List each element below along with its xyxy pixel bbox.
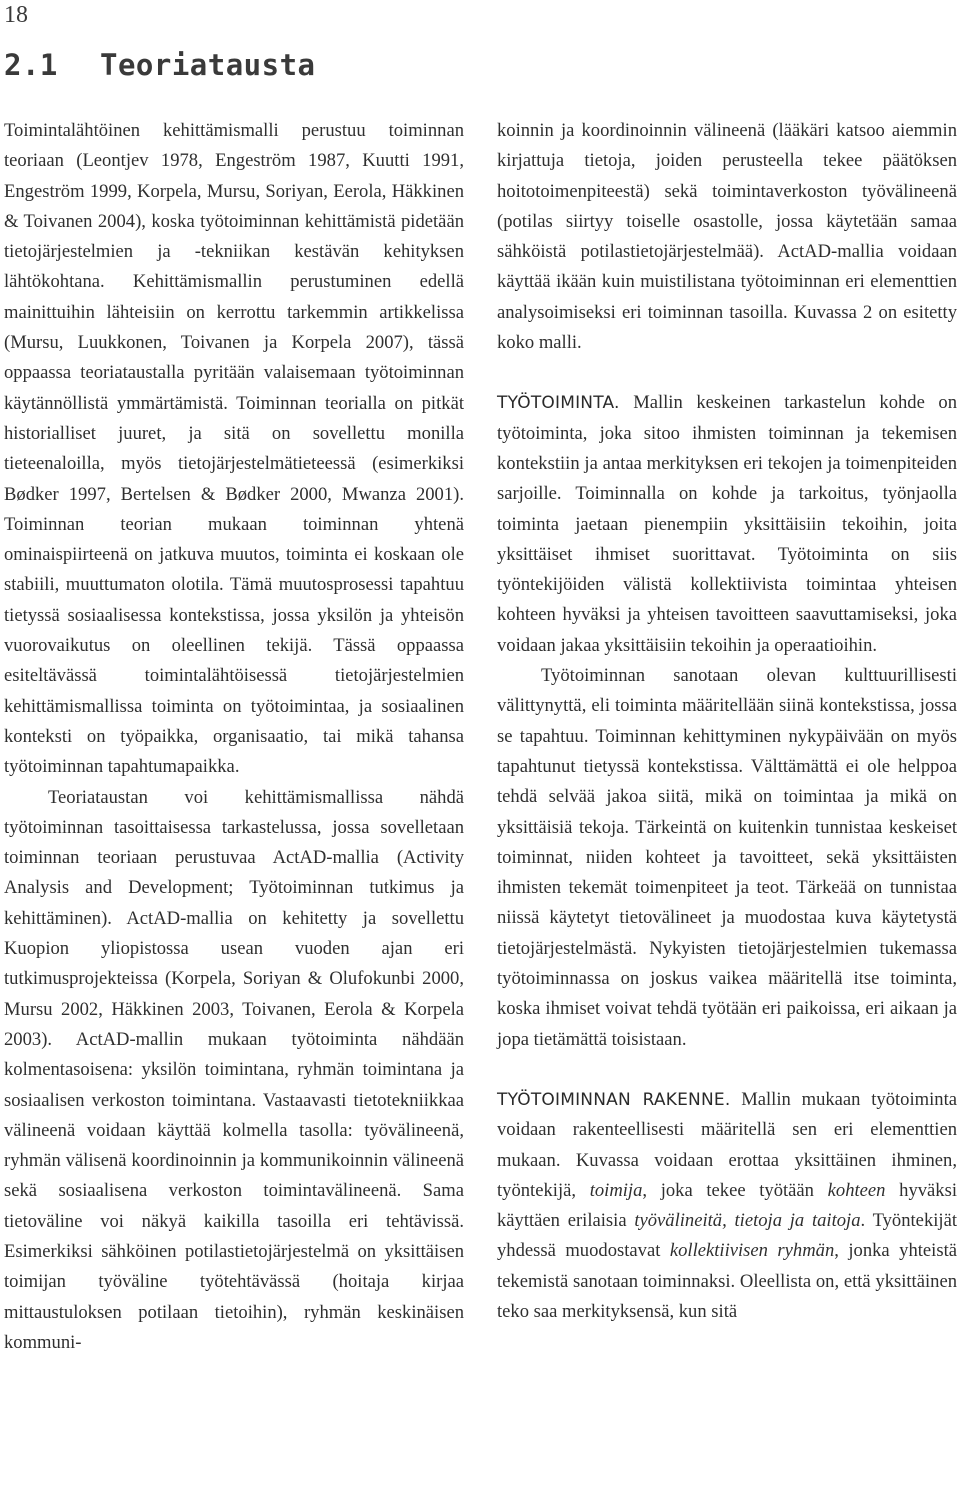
rakenne-text-e: , jonka yhteistä tekemistä sanotaan toiminnaksi. Oleellista on, että yksittäinen teko saa merkityksensä, kun sitä xyxy=(497,1240,958,1322)
left-paragraph-2: Teoriataustan voi kehittämismallissa nähdä työtoiminnan tasoittaisessa tarkastelussa, jossa sovelletaan toiminnan teoriaan perustuvaa ActAD-mallia (Activity Analysis and Development; Työtoiminnan tutkimus ja kehittäminen). ActAD-mallia on kehitetty ja sovellettu Kuopion yliopistossa usean vuoden ajan eri tutkimusprojekteissa (Korpela, Soriyan & Olufokunbi 2000, Mursu 2002, Häkkinen 2003, Toivanen, Eerola & Korpela 2003). ActAD-mallin mukaan työtoiminta nähdään kolmentasoisena: yksilön toimintana, ryhmän toimintana ja sosiaalisen verkoston toimintana. Vastaavasti tietotekniikkaa välineenä voidaan käyttää kolmella tasolla: työvälineenä, ryhmän välisenä koordinoinnin ja kommunikoinnin välineenä sekä sosiaalisena verkoston toimintavälineenä. Sama tietoväline voi näkyä kaikilla tasoilla eri tehtävissä. Esimerkiksi sähköinen potilastietojärjestelmä on yksittäisen toimijan työväline työtehtävässä (hoitaja kirjaa mittaustuloksen potilaan tietoihin), ryhmän keskinäisen kommuni- xyxy=(4,786,464,1353)
rakenne-text-c: hyväksi käyttäen erilaisia xyxy=(497,1179,957,1232)
run-in-heading-rakenne: TYÖTOIMINNAN RAKENNE. xyxy=(497,1089,731,1110)
rakenne-text-d: . Työntekijät yhdessä muodostavat xyxy=(497,1210,957,1262)
section-number: 2.1 xyxy=(4,48,58,82)
right-paragraph-rakenne xyxy=(497,1085,957,1327)
rakenne-text-b: , joka tekee työtään xyxy=(642,1179,814,1201)
left-column xyxy=(4,116,464,1358)
left-paragraph-1: Toimintalähtöinen kehittämismalli perustuu toiminnan teoriaan (Leontjev 1978, Engeström 1987, Kuutti 1991, Engeström 1999, Korpela, Mursu, Soriyan, Eerola, Häkkinen & Toivanen 2004), koska työtoiminnan kehittämistä pidetään tietojärjestelmien ja -tekniikan kestävän kehityksen lähtökohtana. Kehittämismallin perustuminen edellä mainittuihin lähteisiin on kerrottu tarkemmin artikkelissa (Mursu, Luukkonen, Toivanen ja Korpela 2007), tässä oppaassa teoriataustalla pyritään valaisemaan työtoiminnan käytännöllistä ymmärtämistä. Toiminnan teorialla on pitkät historialliset juuret, ja sitä on sovellettu monilla tieteenaloilla, myös tietojärjestelmätieteessä (esimerkiksi Bødker 1997, Bertelsen & Bødker 2000, Mwanza 2001). Toiminnan teorian mukaan toiminnan yhtenä ominaispiirteenä on jatkuva muutos, toiminta ei koskaan ole stabiili, muuttumaton olotila. Tämä muutosprosessi tapahtuu tietyssä sosiaalisessa kontekstissa, jossa yksilön ja yhteisön vuorovaikutus on oleellinen tekijä. Tässä oppaassa esiteltävässä toimintalähtöisessä tietojärjestelmien kehittämismallissa toiminta on työtoimintaa, ja sosiaalinen konteksti on työpaikka, organisaatio, tai mikä tahansa työtoiminnan tapahtumapaikka. xyxy=(4,120,464,778)
tyotoiminta-text: Mallin keskeinen tarkastelun kohde on työtoiminta, joka sitoo ihmisten toiminnan ja tekemisen kontekstiin ja antaa merkityksen eri tekojen ja toimenpiteiden sarjoille. Toiminnalla on kohde ja tarkoitus, työnjaolla toiminta jaetaan pienempiin yksittäisiin tekoihin, joita yksittäiset ihmiset suorittavat. Työtoiminta on siis työntekijöiden välistä kollektiivista toimintaa yhteisen kohteen hyväksi ja yhteisen tavoitteen saavuttamiseksi, joka voidaan jakaa yksittäisiin tekoihin ja operaatioihin. xyxy=(497,392,957,656)
section-title: Teoriatausta xyxy=(100,48,316,82)
rakenne-text-a: Mallin mukaan työtoiminta voidaan rakenteellisesti määritellä sen eri elementtien mukaan. Kuvassa voidaan erottaa yksittäinen ihminen, työntekijä, xyxy=(497,1088,957,1201)
right-column xyxy=(497,116,957,1327)
page-number: 18 xyxy=(4,2,28,28)
rakenne-em-kollektiivisen: kollektiivisen ryhmän xyxy=(669,1240,835,1262)
rakenne-em-kohteen: kohteen xyxy=(827,1179,886,1201)
run-in-heading-tyotoiminta: TYÖTOIMINTA. xyxy=(497,393,620,414)
right-paragraph-tyotoiminta xyxy=(497,388,957,661)
rakenne-em-toimija: toimija xyxy=(589,1179,643,1201)
rakenne-em-tyovalineita: työvälineitä, tietoja ja taitoja xyxy=(634,1210,861,1232)
section-heading xyxy=(4,48,316,82)
right-paragraph-3: Työtoiminnan sanotaan olevan kulttuurillisesti välittynyttä, eli toiminta määritellään siinä kontekstissa, jossa se tapahtuu. Toiminnan kehittyminen nykypäivään on myös tapahtunut tietyssä kontekstissa. Välttämättä ei ole helppoa tehdä selvää jakoa siitä, mikä on toimintaa ja mikä on yksittäisiä tekoja. Tärkeintä on kuitenkin tunnistaa keskeiset toiminnat, niiden kohteet ja tavoitteet, sekä yksittäisten ihmisten tekemät toimenpiteet ja teot. Tärkeää on tunnistaa niissä käytetyt tietovälineet ja muodostaa kuva käytetystä tietojärjestelmästä. Nykyisten tietojärjestelmien tukemassa työtoiminnassa on joskus vaikea määritellä itse toiminta, koska ihmiset voivat tehdä työtään eri paikoissa, eri aikaan ja jopa tietämättä toisistaan. xyxy=(497,665,957,1050)
right-paragraph-1: koinnin ja koordinoinnin välineenä (lääkäri katsoo aiemmin kirjattuja tietoja, joiden perusteella tekee päätöksen hoitotoimenpiteestä) sekä toimintaverkoston työvälineenä (potilas siirtyy toiselle osastolle, jossa käytetään samaa sähköistä potilastietojärjestelmää). ActAD-mallia voidaan käyttää ikään kuin muistilistana työtoiminnan eri elementtien analysoimiseksi eri toiminnan tasoilla. Kuvassa 2 on esitetty koko malli. xyxy=(497,120,957,354)
